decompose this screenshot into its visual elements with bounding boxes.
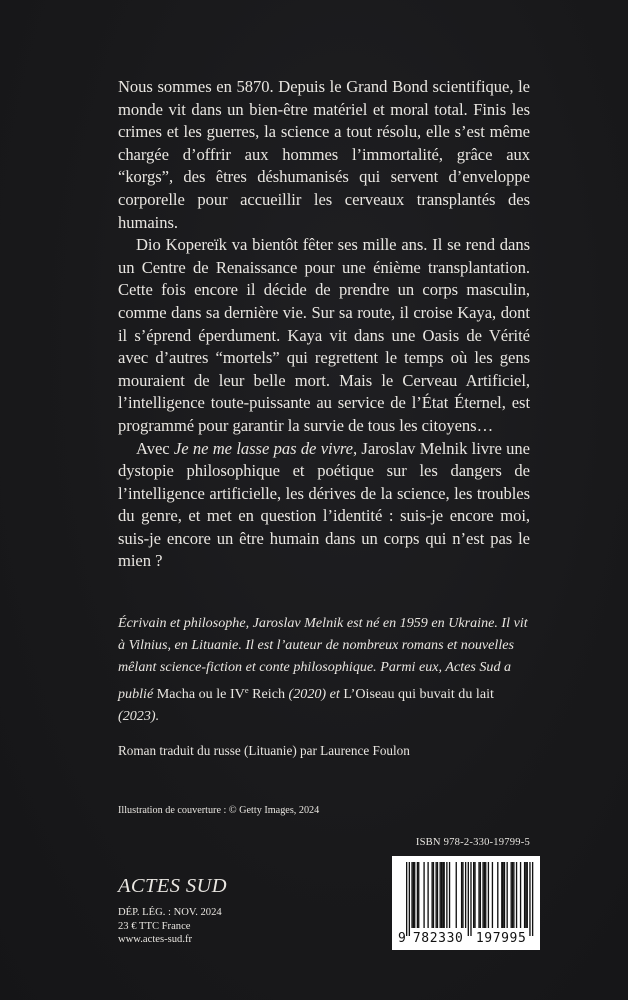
barcode-bar <box>525 862 526 928</box>
bio-title-1 <box>157 686 285 702</box>
barcode-bar <box>427 862 428 928</box>
barcode-bar <box>465 862 466 928</box>
book-title: Je ne me lasse pas de vivre <box>173 438 353 458</box>
barcode-bar <box>532 862 533 936</box>
barcode-bar <box>473 862 474 928</box>
barcode-bar <box>414 862 415 928</box>
barcode-bar <box>444 862 445 928</box>
barcode-bar <box>520 862 521 928</box>
bio-title-1-sup: e <box>244 684 249 695</box>
barcode-bar <box>411 862 412 928</box>
translation-credit: Roman traduit du russe (Lituanie) par Laurence Foulon <box>118 743 410 758</box>
barcode-digits: 782330 <box>412 931 464 946</box>
barcode-bar <box>446 862 447 928</box>
barcode-digits: 9 <box>398 931 407 946</box>
blurb-p3-lead: Avec <box>136 438 174 458</box>
barcode-bar <box>527 862 528 928</box>
barcode-bar <box>406 862 407 936</box>
blurb-text <box>118 76 530 573</box>
barcode-bar <box>516 862 517 928</box>
barcode-bar <box>485 862 486 928</box>
barcode-bar <box>423 862 424 928</box>
barcode-bar <box>418 862 419 928</box>
barcode-bar <box>497 862 498 928</box>
barcode-bar <box>512 862 513 928</box>
bio-year-2: (2023). <box>118 707 160 724</box>
barcode-bar <box>474 862 475 928</box>
barcode-bar <box>461 862 462 928</box>
blurb-paragraph-1: Nous sommes en 5870. Depuis le Grand Bond scientifique, le monde vit dans un bien-être matériel et moral total. Finis les crimes et les guerres, la science a tout résolu, elle s’est même chargée d’offrir aux hommes l’immortalité, grâce aux “korgs”, des êtres déshumanisés qui servent d’enveloppe corporelle pour accueillir les cerveaux transplantés des humains. <box>118 77 530 232</box>
bio-text: Écrivain et philosophe, Jaroslav Melnik est né en 1959 en Ukraine. Il vit à Vilnius, en Lituanie. Il est l’auteur de nombreux romans et nouvelles mêlant science-fiction et conte philosophique. Parmi eux, Actes Sud a publié <box>118 615 528 702</box>
barcode-bar <box>529 862 530 936</box>
barcode-bar <box>417 862 418 928</box>
publisher-info <box>118 906 222 947</box>
illustration-credit: Illustration de couverture : © Getty Images, 2024 <box>118 805 320 816</box>
price: 23 € TTC France <box>118 920 191 932</box>
barcode-bar <box>507 862 508 928</box>
barcode-bar <box>456 862 457 928</box>
barcode-bar <box>440 862 441 928</box>
bio-title-1a: Macha ou le IV <box>156 685 245 702</box>
barcode-bar <box>501 862 502 928</box>
barcode-bar <box>435 862 436 928</box>
legal-deposit: DÉP. LÉG. : NOV. 2024 <box>118 907 222 918</box>
barcode-bar <box>441 862 442 928</box>
barcode-bar <box>524 862 525 928</box>
barcode-bar <box>462 862 463 928</box>
barcode-bar <box>504 862 505 928</box>
barcode <box>392 856 540 950</box>
publisher-logo: ACTES SUD <box>118 875 227 897</box>
barcode-bar <box>409 862 410 936</box>
barcode-bars-graphic <box>392 856 540 950</box>
barcode-bar <box>511 862 512 928</box>
blurb-p3-body: , Jaroslav Melnik livre une dystopie philosophique et poétique sur les dangers de l’intelligence artificielle, les dérives de la science, les troubles du genre, et met en question l’identité : suis-je encore moi, suis-je encore un être humain dans un corps qui n’est pas le mien ? <box>118 438 530 571</box>
barcode-bar <box>449 862 450 928</box>
barcode-bar <box>433 862 434 928</box>
publisher-website: www.actes-sud.fr <box>118 934 193 946</box>
bio-and: et <box>329 685 344 702</box>
author-bio <box>118 612 530 727</box>
bio-title-1b: Reich <box>248 685 286 702</box>
barcode-bar <box>502 862 503 928</box>
bio-year-1: (2020) <box>285 685 330 702</box>
blurb-paragraph-2: Dio Kopereïk va bientôt fêter ses mille ans. Il se rend dans un Centre de Renaissance pour une énième transplantation. Cette fois encore il décide de prendre un corps masculin, comme dans sa dernière vie. Sur sa route, il croise Kaya, dont il s’éprend éperdument. Kaya vit dans une Oasis de Vérité avec d’autres “mortels” qui regrettent le temps où les gens mouraient de leur belle mort. Mais le Cerveau Artificiel, l’intelligence toute-puissante au service de l’État Éternel, est programmé pour garantir la survie de tous les citoyens… <box>118 235 530 435</box>
barcode-bar <box>413 862 414 928</box>
barcode-bar <box>437 862 438 928</box>
blurb-paragraph-3 <box>118 438 530 574</box>
barcode-bar <box>470 862 471 936</box>
barcode-digits: 197995 <box>475 931 527 946</box>
barcode-bar <box>431 862 432 928</box>
barcode-bar <box>492 862 493 928</box>
bio-title-2: L’Oiseau qui buvait du lait <box>343 685 494 702</box>
barcode-bar <box>513 862 514 928</box>
barcode-bar <box>478 862 479 928</box>
barcode-bar <box>488 862 489 928</box>
barcode-bar <box>482 862 483 928</box>
barcode-bar <box>442 862 443 928</box>
barcode-bar <box>480 862 481 928</box>
barcode-bar <box>468 862 469 936</box>
barcode-bar <box>484 862 485 928</box>
isbn-number: ISBN 978-2-330-19799-5 <box>415 837 530 848</box>
